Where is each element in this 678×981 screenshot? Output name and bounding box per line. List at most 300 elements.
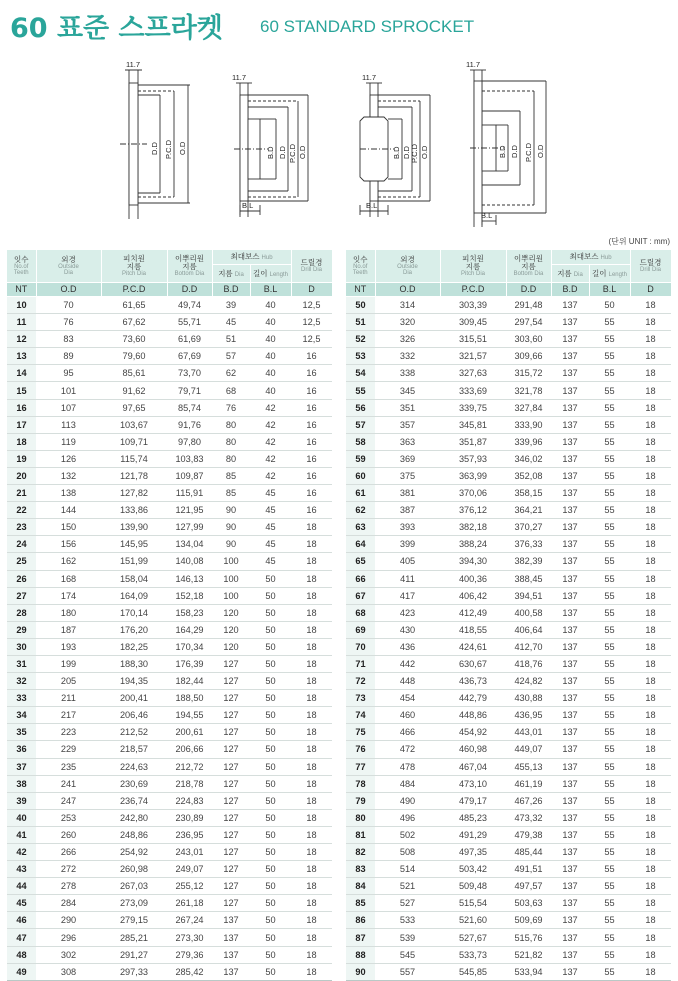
table-cell: 515,54 (440, 895, 506, 912)
table-cell: 18 (630, 314, 671, 331)
table-cell: 83 (36, 331, 101, 348)
table-cell: 150 (36, 519, 101, 536)
table-cell: 297,54 (506, 314, 551, 331)
table-cell: 137 (551, 348, 589, 365)
table-cell: 42 (250, 450, 291, 467)
table-cell: 55 (589, 861, 630, 878)
table-cell: 375 (375, 467, 440, 484)
table-row (346, 502, 671, 519)
table-cell: 18 (291, 826, 332, 843)
col-header-hub-length: 길이 Length (589, 265, 630, 283)
table-cell: 137 (551, 621, 589, 638)
table-cell: 357,93 (440, 450, 506, 467)
table-cell: 279,36 (167, 946, 212, 963)
table-cell: 40 (250, 348, 291, 365)
table-cell: 39 (212, 297, 250, 314)
table-cell: 55 (589, 485, 630, 502)
table-row (7, 485, 332, 502)
table-cell: 296 (36, 929, 101, 946)
col-header-bottom-dia: 이뿌리원 지름 Bottom Dia (506, 250, 551, 283)
table-cell: 16 (291, 348, 332, 365)
table-cell: 127,99 (167, 519, 212, 536)
table-cell: 45 (250, 519, 291, 536)
table-cell: 137 (551, 707, 589, 724)
table-cell: 54 (346, 365, 375, 382)
table-cell: 137 (551, 502, 589, 519)
table-cell: 137 (551, 946, 589, 963)
table-cell: 127 (212, 724, 250, 741)
dim-thickness-label: 11.7 (126, 60, 141, 69)
table-cell: 376,12 (440, 502, 506, 519)
table-cell: 194,35 (101, 673, 167, 690)
table-cell: 89 (36, 348, 101, 365)
table-cell: 144 (36, 502, 101, 519)
col-code: NT (7, 283, 36, 297)
table-cell: 73,70 (167, 365, 212, 382)
table-row (7, 553, 332, 570)
table-cell: 45 (250, 502, 291, 519)
table-cell: 16 (291, 382, 332, 399)
col-header-hub-dia: 지름 Dia (212, 265, 250, 283)
table-cell: 497,57 (506, 878, 551, 895)
dim-od-label: O.D (178, 141, 187, 155)
table-cell: 137 (551, 826, 589, 843)
table-cell: 18 (291, 536, 332, 553)
table-cell: 473,10 (440, 775, 506, 792)
table-row (7, 331, 332, 348)
table-cell: 279,15 (101, 912, 167, 929)
table-row (7, 433, 332, 450)
table-cell: 308 (36, 963, 101, 980)
table-cell: 156 (36, 536, 101, 553)
table-cell: 127 (212, 775, 250, 792)
table-cell: 321,78 (506, 382, 551, 399)
table-cell: 49,74 (167, 297, 212, 314)
table-cell: 376,33 (506, 536, 551, 553)
table-cell: 454,92 (440, 724, 506, 741)
table-cell: 36 (7, 741, 36, 758)
table-cell: 82 (346, 844, 375, 861)
table-row (346, 638, 671, 655)
table-cell: 284 (36, 895, 101, 912)
table-cell: 176,20 (101, 621, 167, 638)
table-cell: 320 (375, 314, 440, 331)
table-cell: 454 (375, 690, 440, 707)
table-cell: 29 (7, 621, 36, 638)
table-row (346, 775, 671, 792)
table-cell: 297,33 (101, 963, 167, 980)
table-cell: 55 (589, 690, 630, 707)
table-cell: 42 (250, 399, 291, 416)
table-cell: 418,55 (440, 621, 506, 638)
table-cell: 55 (589, 382, 630, 399)
table-cell: 55 (589, 826, 630, 843)
table-cell: 18 (630, 416, 671, 433)
table-row (7, 707, 332, 724)
table-cell: 333,90 (506, 416, 551, 433)
table-cell: 55 (589, 673, 630, 690)
table-cell: 193 (36, 638, 101, 655)
table-cell: 81 (346, 826, 375, 843)
table-cell: 394,30 (440, 553, 506, 570)
table-cell: 182,44 (167, 673, 212, 690)
table-cell: 52 (346, 331, 375, 348)
table-cell: 182,25 (101, 638, 167, 655)
table-cell: 100 (212, 587, 250, 604)
table-cell: 31 (7, 655, 36, 672)
page-title-english: 60 STANDARD SPROCKET (260, 17, 475, 36)
table-cell: 55 (589, 963, 630, 980)
table-cell: 309,45 (440, 314, 506, 331)
table-cell: 533 (375, 912, 440, 929)
table-cell: 16 (291, 433, 332, 450)
col-header-drill-dia: 드릴경 Drill Dia (630, 250, 671, 283)
table-cell: 442,79 (440, 690, 506, 707)
table-cell: 15 (7, 382, 36, 399)
table-cell: 137 (551, 861, 589, 878)
table-cell: 363,99 (440, 467, 506, 484)
table-cell: 127 (212, 895, 250, 912)
table-cell: 345,81 (440, 416, 506, 433)
table-cell: 138 (36, 485, 101, 502)
table-cell: 79,60 (101, 348, 167, 365)
table-cell: 50 (346, 297, 375, 314)
table-cell: 557 (375, 963, 440, 980)
col-header-teeth: 잇수 No.of Teeth (7, 250, 36, 283)
table-cell: 137 (551, 553, 589, 570)
table-cell: 55 (589, 844, 630, 861)
table-cell: 109,87 (167, 467, 212, 484)
table-cell: 12,5 (291, 297, 332, 314)
table-cell: 412,70 (506, 638, 551, 655)
table-cell: 50 (250, 638, 291, 655)
table-cell: 61 (346, 485, 375, 502)
table-cell: 18 (291, 758, 332, 775)
table-cell: 16 (291, 399, 332, 416)
table-row (7, 844, 332, 861)
table-cell: 55 (589, 450, 630, 467)
table-cell: 260,98 (101, 861, 167, 878)
table-cell: 16 (291, 365, 332, 382)
table-cell: 266 (36, 844, 101, 861)
table-cell: 436,73 (440, 673, 506, 690)
table-row (346, 655, 671, 672)
table-cell: 80 (212, 433, 250, 450)
table-cell: 18 (291, 638, 332, 655)
table-cell: 18 (630, 673, 671, 690)
table-cell: 107 (36, 399, 101, 416)
table-cell: 17 (7, 416, 36, 433)
table-row (346, 621, 671, 638)
table-row (7, 929, 332, 946)
table-cell: 55 (589, 553, 630, 570)
table-cell: 50 (250, 690, 291, 707)
table-cell: 18 (291, 553, 332, 570)
table-cell: 121,95 (167, 502, 212, 519)
table-cell: 327,84 (506, 399, 551, 416)
table-cell: 176,39 (167, 655, 212, 672)
table-cell: 137 (551, 382, 589, 399)
table-cell: 137 (551, 416, 589, 433)
table-cell: 137 (551, 758, 589, 775)
table-cell: 78 (346, 775, 375, 792)
table-cell: 242,80 (101, 809, 167, 826)
dim-thickness-label: 11.7 (232, 73, 247, 82)
table-cell: 18 (291, 809, 332, 826)
table-cell: 18 (291, 861, 332, 878)
table-cell: 18 (291, 587, 332, 604)
table-cell: 527 (375, 895, 440, 912)
table-cell: 97,80 (167, 433, 212, 450)
table-cell: 127 (212, 655, 250, 672)
table-cell: 18 (630, 399, 671, 416)
table-cell: 50 (250, 809, 291, 826)
table-cell: 484 (375, 775, 440, 792)
table-cell: 55 (589, 621, 630, 638)
table-cell: 40 (250, 382, 291, 399)
table-cell: 423 (375, 604, 440, 621)
table-cell: 66 (346, 570, 375, 587)
table-cell: 25 (7, 553, 36, 570)
dim-bl-label: B.L (481, 211, 493, 220)
table-cell: 485,44 (506, 844, 551, 861)
table-cell: 80 (212, 416, 250, 433)
table-cell: 18 (291, 724, 332, 741)
table-cell: 127 (212, 861, 250, 878)
table-row (7, 758, 332, 775)
table-cell: 352,08 (506, 467, 551, 484)
table-cell: 40 (250, 297, 291, 314)
table-cell: 18 (630, 929, 671, 946)
table-cell: 273,30 (167, 929, 212, 946)
table-row (346, 570, 671, 587)
table-row (346, 946, 671, 963)
col-code: B.L (589, 283, 630, 297)
table-cell: 16 (7, 399, 36, 416)
table-cell: 100 (212, 553, 250, 570)
table-cell: 388,45 (506, 570, 551, 587)
table-cell: 18 (630, 382, 671, 399)
table-cell: 127 (212, 741, 250, 758)
table-cell: 40 (7, 809, 36, 826)
table-cell: 261,18 (167, 895, 212, 912)
table-cell: 164,29 (167, 621, 212, 638)
table-cell: 120 (212, 604, 250, 621)
table-cell: 18 (291, 655, 332, 672)
table-cell: 74 (346, 707, 375, 724)
table-cell: 243,01 (167, 844, 212, 861)
table-cell: 50 (250, 604, 291, 621)
col-header-outside-dia: 외경 Outside Dia (36, 250, 101, 283)
table-cell: 55 (589, 433, 630, 450)
table-cell: 121,78 (101, 467, 167, 484)
table-cell: 436 (375, 638, 440, 655)
table-row (7, 946, 332, 963)
table-cell: 24 (7, 536, 36, 553)
col-header-pitch-dia: 피치원 지름 Pitch Dia (101, 250, 167, 283)
table-cell: 338 (375, 365, 440, 382)
table-row (346, 758, 671, 775)
table-row (7, 878, 332, 895)
table-cell: 55 (589, 416, 630, 433)
table-cell: 50 (250, 946, 291, 963)
table-cell: 303,60 (506, 331, 551, 348)
table-cell: 224,63 (101, 758, 167, 775)
table-cell: 132 (36, 467, 101, 484)
col-header-bottom-dia: 이뿌리원 지름 Bottom Dia (167, 250, 212, 283)
table-cell: 55 (589, 895, 630, 912)
table-cell: 448 (375, 673, 440, 690)
table-cell: 90 (212, 536, 250, 553)
col-code: D (291, 283, 332, 297)
table-cell: 18 (291, 792, 332, 809)
table-row (7, 638, 332, 655)
table-cell: 168 (36, 570, 101, 587)
table-cell: 18 (291, 741, 332, 758)
table-cell: 55 (589, 587, 630, 604)
dim-bl-label: B.L (366, 201, 378, 210)
table-cell: 47 (7, 929, 36, 946)
table-cell: 91,62 (101, 382, 167, 399)
table-cell: 90 (212, 502, 250, 519)
table-cell: 50 (250, 741, 291, 758)
table-cell: 18 (630, 690, 671, 707)
table-cell: 50 (250, 878, 291, 895)
table-cell: 467,04 (440, 758, 506, 775)
table-cell: 109,71 (101, 433, 167, 450)
table-row (346, 314, 671, 331)
table-cell: 205 (36, 673, 101, 690)
table-cell: 137 (551, 724, 589, 741)
table-cell: 50 (250, 707, 291, 724)
col-header-outside-dia: 외경 Outside Dia (375, 250, 440, 283)
table-cell: 248,86 (101, 826, 167, 843)
table-cell: 137 (551, 331, 589, 348)
table-cell: 55 (589, 946, 630, 963)
table-cell: 430 (375, 621, 440, 638)
table-cell: 134,04 (167, 536, 212, 553)
table-cell: 137 (551, 844, 589, 861)
table-cell: 19 (7, 450, 36, 467)
table-cell: 223 (36, 724, 101, 741)
table-cell: 91,76 (167, 416, 212, 433)
table-cell: 90 (212, 519, 250, 536)
col-code: P.C.D (440, 283, 506, 297)
table-cell: 18 (630, 655, 671, 672)
table-row (7, 348, 332, 365)
table-cell: 61,69 (167, 331, 212, 348)
table-cell: 315,51 (440, 331, 506, 348)
table-cell: 50 (250, 758, 291, 775)
table-cell: 57 (212, 348, 250, 365)
table-cell: 49 (7, 963, 36, 980)
table-cell: 315,72 (506, 365, 551, 382)
table-cell: 430,88 (506, 690, 551, 707)
table-cell: 255,12 (167, 878, 212, 895)
table-cell: 45 (7, 895, 36, 912)
table-cell: 137 (551, 450, 589, 467)
table-cell: 273,09 (101, 895, 167, 912)
table-cell: 67,62 (101, 314, 167, 331)
table-row (7, 861, 332, 878)
table-cell: 206,66 (167, 741, 212, 758)
table-row (346, 553, 671, 570)
table-cell: 51 (346, 314, 375, 331)
table-cell: 370,06 (440, 485, 506, 502)
table-cell: 521,60 (440, 912, 506, 929)
table-cell: 18 (630, 502, 671, 519)
col-code: D.D (167, 283, 212, 297)
table-cell: 18 (630, 809, 671, 826)
table-cell: 55 (589, 604, 630, 621)
table-row (7, 912, 332, 929)
table-cell: 137 (551, 878, 589, 895)
table-cell: 314 (375, 297, 440, 314)
table-cell: 18 (630, 878, 671, 895)
table-cell: 253 (36, 809, 101, 826)
table-cell: 71 (346, 655, 375, 672)
table-cell: 467,26 (506, 792, 551, 809)
table-cell: 137 (551, 741, 589, 758)
table-cell: 333,69 (440, 382, 506, 399)
table-cell: 16 (291, 502, 332, 519)
table-cell: 152,18 (167, 587, 212, 604)
table-cell: 18 (630, 707, 671, 724)
table-cell: 50 (250, 912, 291, 929)
table-cell: 55 (589, 707, 630, 724)
table-cell: 85 (346, 895, 375, 912)
table-cell: 55,71 (167, 314, 212, 331)
table-cell: 137 (551, 314, 589, 331)
table-cell: 137 (551, 690, 589, 707)
col-header-hub-dia: 지름 Dia (551, 265, 589, 283)
table-cell: 18 (291, 912, 332, 929)
table-cell: 545,85 (440, 963, 506, 980)
table-cell: 73 (346, 690, 375, 707)
table-cell: 90 (346, 963, 375, 980)
table-cell: 55 (589, 638, 630, 655)
table-cell: 200,41 (101, 690, 167, 707)
table-cell: 51 (212, 331, 250, 348)
table-cell: 13 (7, 348, 36, 365)
table-cell: 418,76 (506, 655, 551, 672)
table-cell: 56 (346, 399, 375, 416)
table-cell: 357 (375, 416, 440, 433)
table-cell: 393 (375, 519, 440, 536)
table-row (7, 673, 332, 690)
table-cell: 40 (250, 365, 291, 382)
table-cell: 30 (7, 638, 36, 655)
table-cell: 188,30 (101, 655, 167, 672)
table-cell: 16 (291, 485, 332, 502)
table-cell: 55 (589, 314, 630, 331)
table-cell: 38 (7, 775, 36, 792)
table-cell: 174 (36, 587, 101, 604)
table-cell: 60 (346, 467, 375, 484)
table-cell: 497,35 (440, 844, 506, 861)
table-cell: 137 (212, 963, 250, 980)
table-cell: 57 (346, 416, 375, 433)
table-cell: 127 (212, 792, 250, 809)
table-cell: 18 (291, 844, 332, 861)
table-cell: 67,69 (167, 348, 212, 365)
table-cell: 18 (291, 929, 332, 946)
table-cell: 39 (7, 792, 36, 809)
table-row (346, 485, 671, 502)
table-cell: 40 (250, 314, 291, 331)
table-cell: 406,42 (440, 587, 506, 604)
table-cell: 18 (291, 673, 332, 690)
